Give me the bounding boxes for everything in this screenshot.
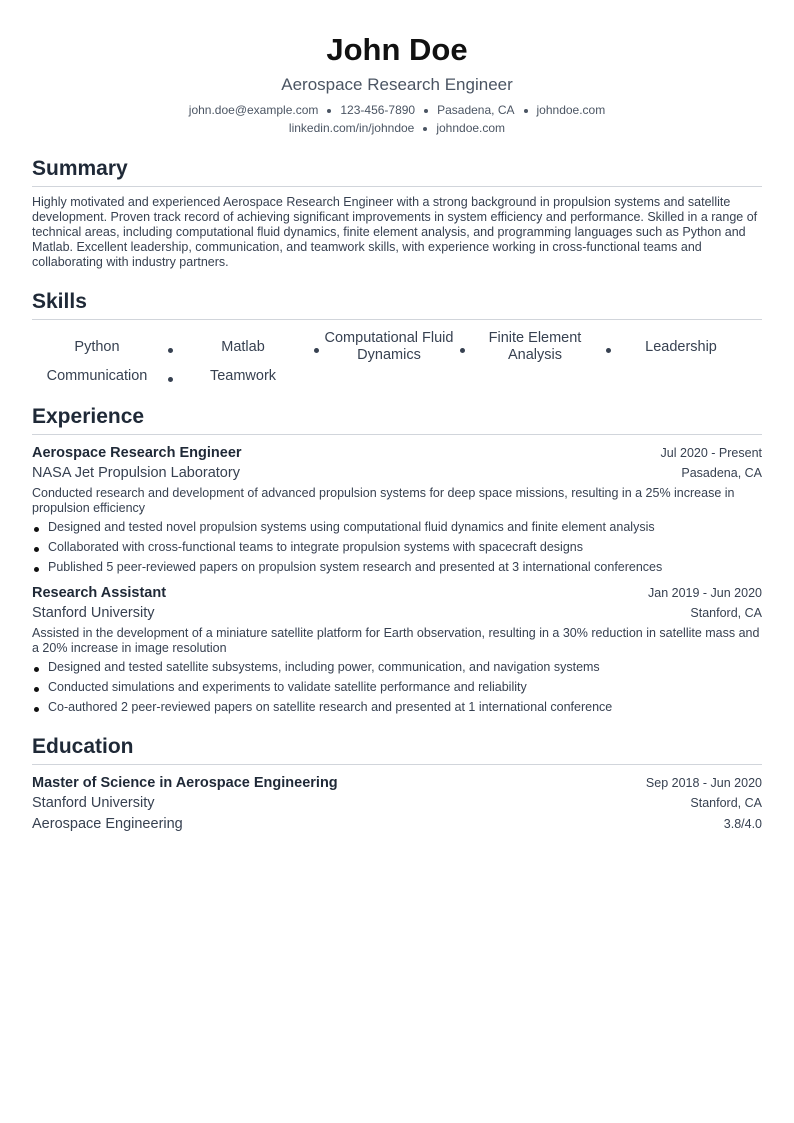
separator-dot bbox=[327, 109, 331, 113]
candidate-title: Aerospace Research Engineer bbox=[281, 75, 513, 94]
job-title: Aerospace Research Engineer bbox=[32, 445, 242, 461]
achievement-list bbox=[32, 660, 762, 715]
skill-item: Matlab bbox=[221, 338, 265, 355]
bullet-icon bbox=[34, 527, 39, 532]
gpa-value: 3.8/4.0 bbox=[723, 817, 762, 831]
separator-dot bbox=[424, 109, 428, 113]
bullet-text: Designed and tested satellite subsystems, including power, communication, and navigation systems bbox=[48, 660, 600, 674]
separator-dot bbox=[454, 330, 470, 364]
separator-dot bbox=[308, 330, 324, 364]
skill-item: Python bbox=[74, 338, 120, 355]
section-heading: Skills bbox=[32, 288, 762, 320]
skill-item: Teamwork bbox=[209, 368, 277, 384]
contact-row bbox=[32, 101, 762, 119]
bullet-icon bbox=[34, 667, 39, 672]
website-link[interactable]: johndoe.com bbox=[436, 121, 506, 135]
school-name: Stanford University bbox=[32, 795, 155, 811]
separator-dot bbox=[162, 330, 178, 364]
email-link[interactable]: john.doe@example.com bbox=[188, 103, 319, 117]
list-item bbox=[32, 700, 762, 715]
bullet-icon bbox=[34, 707, 39, 712]
experience-section bbox=[32, 403, 762, 715]
school-location: Stanford, CA bbox=[690, 796, 762, 810]
degree-title: Master of Science in Aerospace Engineering bbox=[32, 775, 338, 791]
entry-field-row bbox=[32, 814, 762, 835]
job-location: Pasadena, CA bbox=[681, 466, 762, 480]
separator-dot bbox=[524, 109, 528, 113]
entry-org-row bbox=[32, 793, 762, 814]
bullet-icon bbox=[34, 547, 39, 552]
entry-header-row bbox=[32, 443, 762, 463]
entry-header-row bbox=[32, 583, 762, 603]
skill-item: Finite Element Analysis bbox=[488, 330, 582, 363]
list-item bbox=[32, 520, 762, 535]
separator-dot bbox=[600, 330, 616, 364]
list-item bbox=[32, 660, 762, 675]
bullet-text: Co-authored 2 peer-reviewed papers on satellite research and presented at 1 international conference bbox=[48, 700, 613, 714]
bullet-text: Collaborated with cross-functional teams to integrate propulsion systems with spacecraft designs bbox=[48, 540, 583, 554]
job-title: Research Assistant bbox=[32, 585, 167, 601]
list-item bbox=[32, 540, 762, 555]
candidate-name: John Doe bbox=[326, 32, 468, 67]
bullet-text: Conducted simulations and experiments to validate satellite performance and reliability bbox=[48, 680, 527, 694]
bullet-icon bbox=[34, 687, 39, 692]
skills-section bbox=[32, 288, 762, 385]
section-heading: Summary bbox=[32, 155, 762, 187]
education-section bbox=[32, 733, 762, 835]
job-location: Stanford, CA bbox=[690, 606, 762, 620]
skill-item: Computational Fluid Dynamics bbox=[324, 330, 454, 363]
job-description: Conducted research and development of advanced propulsion systems for deep space missions, resulting in a 25% increase in propulsion efficiency bbox=[32, 486, 735, 515]
entry-header-row bbox=[32, 773, 762, 793]
education-entry bbox=[32, 773, 762, 835]
field-of-study: Aerospace Engineering bbox=[32, 816, 183, 832]
job-dates: Jul 2020 - Present bbox=[660, 446, 762, 460]
separator-dot bbox=[423, 127, 427, 131]
skill-item: Communication bbox=[46, 368, 148, 384]
section-heading: Education bbox=[32, 733, 762, 765]
contact-row bbox=[32, 119, 762, 137]
summary-section bbox=[32, 155, 762, 270]
bullet-icon bbox=[34, 567, 39, 572]
separator-dot bbox=[162, 368, 178, 385]
list-item bbox=[32, 560, 762, 575]
section-heading: Experience bbox=[32, 403, 762, 435]
skill-item: Leadership bbox=[645, 338, 717, 355]
bullet-text: Designed and tested novel propulsion systems using computational fluid dynamics and finite element analysis bbox=[48, 520, 655, 534]
job-description: Assisted in the development of a miniature satellite platform for Earth observation, resulting in a 30% reduction in satellite mass and a 20% increase in image resolution bbox=[32, 626, 760, 655]
website-link[interactable]: johndoe.com bbox=[536, 103, 606, 117]
experience-entry bbox=[32, 443, 762, 575]
education-dates: Sep 2018 - Jun 2020 bbox=[645, 776, 762, 790]
entry-org-row bbox=[32, 463, 762, 484]
job-dates: Jan 2019 - Jun 2020 bbox=[648, 586, 762, 600]
bullet-text: Published 5 peer-reviewed papers on propulsion system research and presented at 3 international conferences bbox=[48, 560, 663, 574]
skills-list bbox=[32, 330, 762, 385]
summary-text: Highly motivated and experienced Aerospace Research Engineer with a strong background in propulsion systems and satellite development. Proven track record of achieving significant improvements in system efficiency and performance. Skilled in a range of technical areas, including computational fluid dynamics, finite element analysis, and programming languages such as Python and Matlab. Excellent leadership, communication, and teamwork skills, with experience working in cross-functional teams and collaborating with industry partners. bbox=[32, 195, 758, 269]
linkedin-link[interactable]: linkedin.com/in/johndoe bbox=[288, 121, 415, 135]
experience-entry bbox=[32, 583, 762, 715]
company-name: NASA Jet Propulsion Laboratory bbox=[32, 465, 240, 481]
location-text: Pasadena, CA bbox=[437, 103, 515, 117]
entry-org-row bbox=[32, 603, 762, 624]
resume-header bbox=[32, 0, 762, 137]
achievement-list bbox=[32, 520, 762, 575]
company-name: Stanford University bbox=[32, 605, 155, 621]
list-item bbox=[32, 680, 762, 695]
phone-text: 123-456-7890 bbox=[340, 103, 416, 117]
